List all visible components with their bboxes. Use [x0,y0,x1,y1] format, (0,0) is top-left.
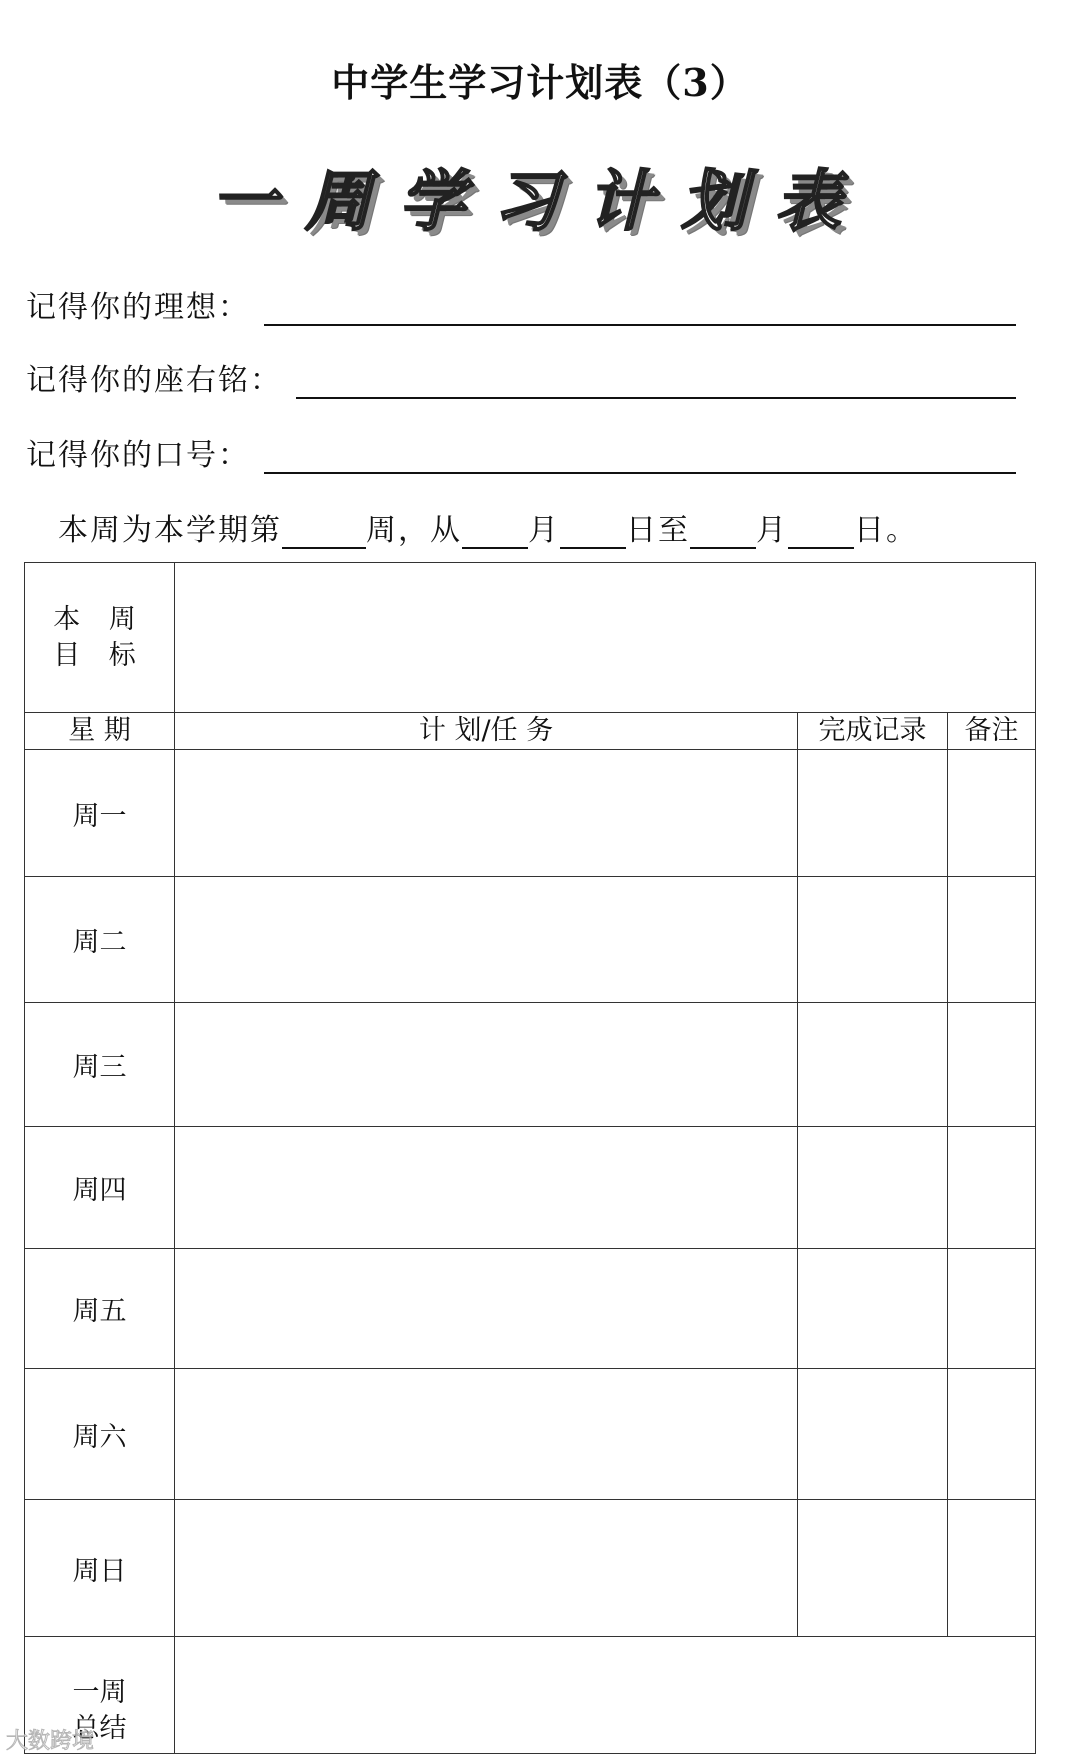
task-cell[interactable] [175,1500,798,1637]
done-cell[interactable] [798,1500,948,1637]
table-row [25,877,1036,1003]
day-label: 周三 [25,1003,175,1127]
done-cell[interactable] [798,1127,948,1249]
slogan-label: 记得你的口号： [26,438,250,473]
week-line [58,505,918,549]
day-label: 周一 [25,750,175,877]
goal-label-line2: 目 标 [53,639,146,671]
note-cell[interactable] [948,1500,1036,1637]
table-row [25,1369,1036,1500]
note-cell[interactable] [948,1127,1036,1249]
week-text-5: 月 [756,513,788,548]
end-month-blank[interactable] [690,517,756,549]
ideal-label: 记得你的理想： [26,290,250,325]
done-cell[interactable] [798,750,948,877]
start-day-blank[interactable] [560,517,626,549]
ideal-input-line[interactable] [264,292,1016,326]
table-row [25,1127,1036,1249]
day-label: 周五 [25,1249,175,1369]
day-label: 周四 [25,1127,175,1249]
summary-cell[interactable] [175,1637,1036,1754]
header-day: 星 期 [25,713,175,750]
header-row [25,713,1036,750]
header-task: 计 划/任 务 [175,713,798,750]
ideal-field [26,282,1016,326]
weekly-plan-table [24,562,1036,1754]
motto-field [26,355,1016,399]
note-cell[interactable] [948,1249,1036,1369]
task-cell[interactable] [175,1249,798,1369]
goal-label-line1: 本 周 [53,603,146,635]
start-month-blank[interactable] [462,517,528,549]
week-text-1: 本周为本学期第 [58,513,282,548]
day-label: 周日 [25,1500,175,1637]
task-cell[interactable] [175,750,798,877]
done-cell[interactable] [798,1369,948,1500]
day-label: 周六 [25,1369,175,1500]
header-done: 完成记录 [798,713,948,750]
table-row [25,1003,1036,1127]
slogan-field [26,430,1016,474]
task-cell[interactable] [175,877,798,1003]
table-row [25,1500,1036,1637]
motto-label: 记得你的座右铭： [26,363,282,398]
note-cell[interactable] [948,877,1036,1003]
day-label: 周二 [25,877,175,1003]
week-text-6: 日。 [854,513,918,548]
big-title: 一周学习计划表 [211,163,869,240]
goal-row [25,563,1036,713]
done-cell[interactable] [798,1249,948,1369]
table-row [25,1249,1036,1369]
note-cell[interactable] [948,750,1036,877]
watermark: 大数跨境 [6,1729,95,1754]
week-text-3: 月 [528,513,560,548]
note-cell[interactable] [948,1003,1036,1127]
task-cell[interactable] [175,1127,798,1249]
summary-label-line1: 一周 [72,1677,127,1708]
task-cell[interactable] [175,1369,798,1500]
motto-input-line[interactable] [296,365,1016,399]
week-text-4: 日至 [626,513,690,548]
note-cell[interactable] [948,1369,1036,1500]
page-title: 中学生学习计划表（3） [331,60,749,105]
header-note: 备注 [948,713,1036,750]
goal-cell[interactable] [175,563,1036,713]
summary-row [25,1637,1036,1754]
slogan-input-line[interactable] [264,440,1016,474]
done-cell[interactable] [798,877,948,1003]
task-cell[interactable] [175,1003,798,1127]
done-cell[interactable] [798,1003,948,1127]
week-number-blank[interactable] [282,517,366,549]
summary-label-line2: 总结 [72,1713,127,1744]
goal-label [25,563,175,713]
week-text-2: 周，从 [366,513,462,548]
end-day-blank[interactable] [788,517,854,549]
table-row [25,750,1036,877]
